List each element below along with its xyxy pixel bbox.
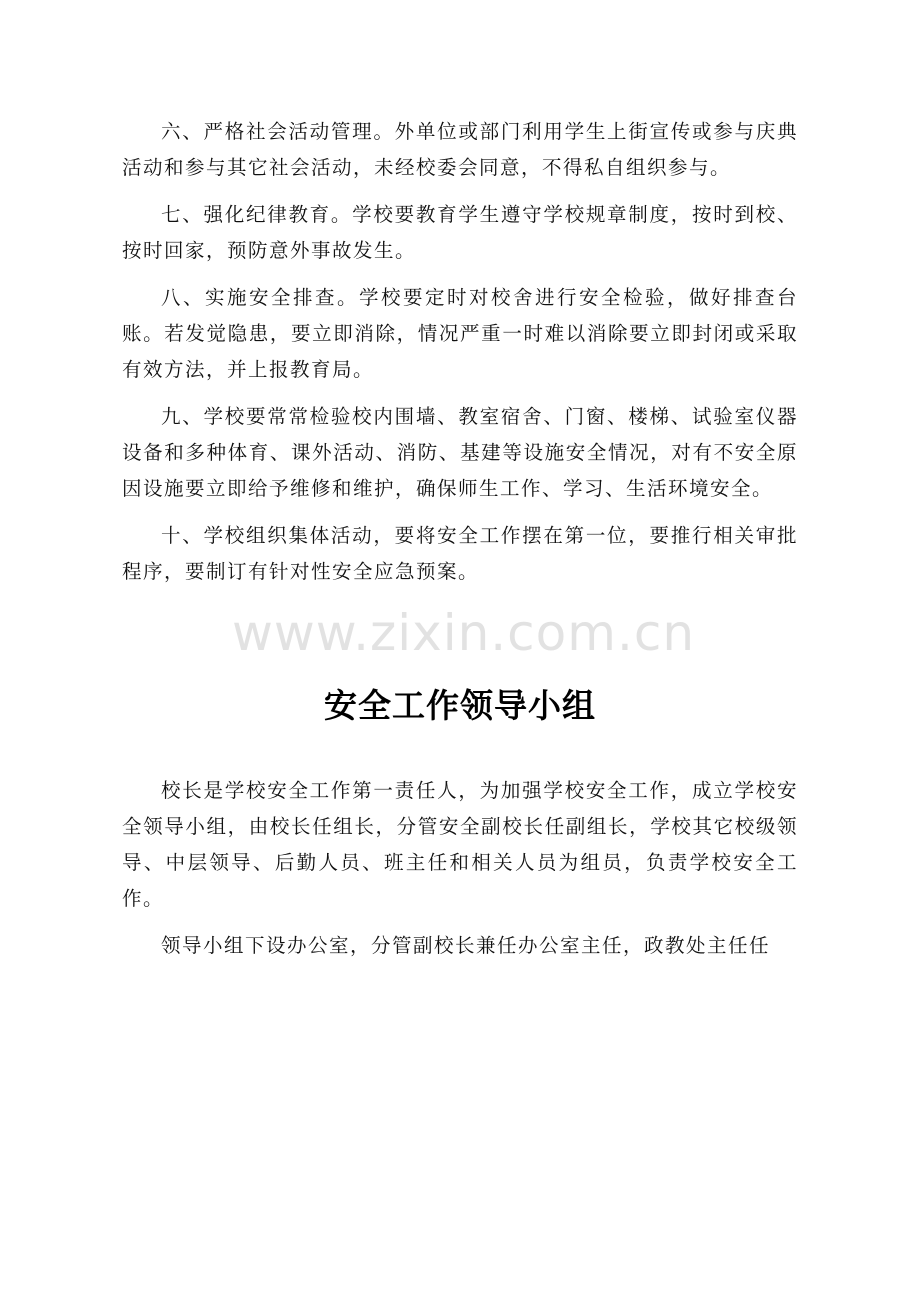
paragraph-six: 六、严格社会活动管理。外单位或部门利用学生上街宣传或参与庆典活动和参与其它社会活动，未经校委会同意，不得私自组织参与。 <box>122 120 798 179</box>
paragraph-nine: 九、学校要常常检验校内围墙、教室宿舍、门窗、楼梯、试验室仪器设备和多种体育、课外活动、消防、基建等设施安全情况，对有不安全原因设施要立即给予维修和维护，确保师生工作、学习、生活环境安全。 <box>122 405 798 500</box>
document-page <box>122 114 798 975</box>
leadership-paragraph-1: 校长是学校安全工作第一责任人，为加强学校安全工作，成立学校安全领导小组，由校长任组长，分管安全副校长任副组长，学校其它校级领导、中层领导、后勤人员、班主任和相关人员为组员，负责学校安全工作。 <box>122 779 798 910</box>
section-title: 安全工作领导小组 <box>324 686 596 725</box>
paragraph-seven: 七、强化纪律教育。学校要教育学生遵守学校规章制度，按时到校、按时回家，预防意外事故发生。 <box>122 203 798 262</box>
leadership-paragraph-2: 领导小组下设办公室，分管副校长兼任办公室主任，政教处主任任 <box>161 934 771 957</box>
paragraph-ten: 十、学校组织集体活动，要将安全工作摆在第一位，要推行相关审批程序，要制订有针对性安全应急预案。 <box>122 524 798 583</box>
paragraph-eight: 八、实施安全排查。学校要定时对校舍进行安全检验，做好排查台账。若发觉隐患，要立即消除，情况严重一时难以消除要立即封闭或采取有效方法，并上报教育局。 <box>122 286 798 381</box>
watermark: www.zixin.com.cn <box>232 604 696 662</box>
